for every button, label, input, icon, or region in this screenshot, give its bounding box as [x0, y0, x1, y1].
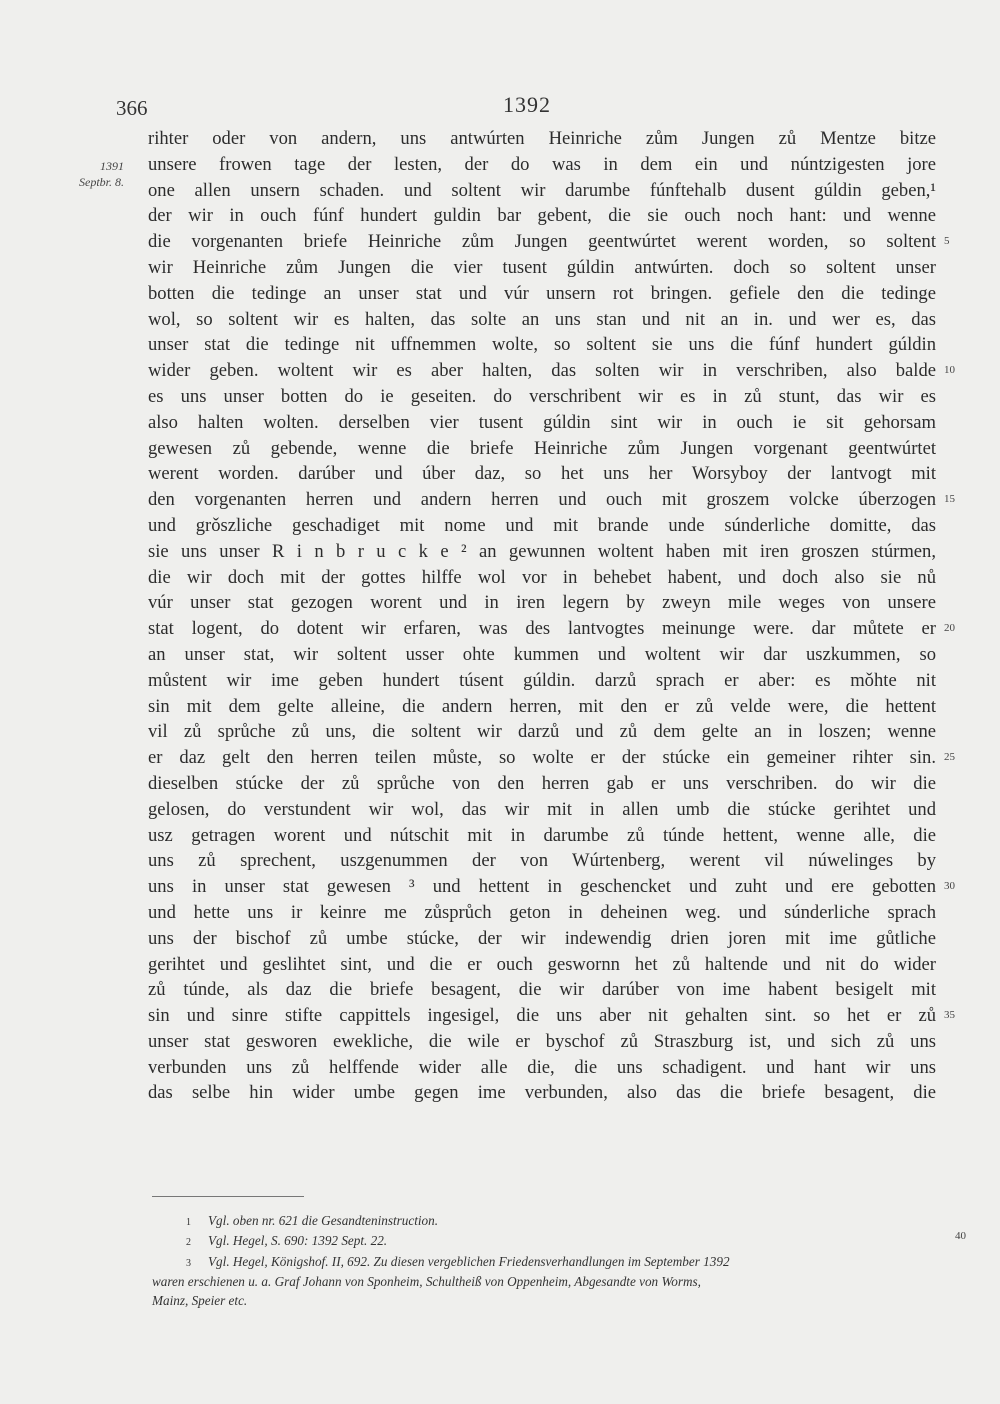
footnote — [152, 1253, 947, 1273]
body-text — [148, 126, 936, 1106]
text-line: vúr unser stat gezogen worent und in iren legern by zweyn mile weges von unsere — [148, 592, 936, 614]
footnote-mark: 3 — [186, 1257, 191, 1269]
margin-note-year: 1391 — [100, 159, 124, 173]
line-number: 15 — [944, 493, 955, 506]
text-line: den vorgenanten herren und andern herren und ouch mit groszem volcke úberzogen — [148, 489, 936, 511]
footnote-mark: 1 — [186, 1217, 191, 1228]
footnote-mark: 2 — [186, 1237, 191, 1249]
text-line: das selbe hin wider umbe gegen ime verbunden, also das die briefe besagent, die — [148, 1082, 936, 1104]
text-line: an unser stat, wir soltent usser ohte kummen und woltent wir dar uszkummen, so — [148, 643, 936, 665]
text-line: sin und sinre stifte cappittels ingesigel, die uns aber nit gehalten sint. so het er zů — [148, 1005, 936, 1027]
text-line: also halten wolten. derselben vier tusent gúldin sint wir in ouch ie sit gehorsam — [148, 411, 936, 433]
text-line: unser stat die tedinge nit uffnemmen wolte, so soltent sie uns die fúnf hundert gúldin — [148, 334, 936, 356]
text-line: sin mit dem gelte alleine, die andern herren, mit den er zů velde were, die hettent — [148, 695, 936, 717]
text-line: můstent wir ime geben hundert túsent gúldin. darzů sprach er aber: es mǒhte nit — [148, 669, 936, 691]
text-line: die wir doch mit der gottes hilffe wol vor in behebet habent, und doch also sie nů — [148, 566, 936, 588]
page-number: 366 — [116, 96, 148, 120]
text-line: uns in unser stat gewesen ³ und hettent in geschencket und zuht und ere gebotten — [148, 876, 936, 898]
margin-date-note — [52, 158, 124, 190]
footnote — [152, 1212, 947, 1232]
footnote-divider — [152, 1196, 304, 1197]
text-line: wir Heinriche zům Jungen die vier tusent gúldin antwúrten. doch so soltent unser — [148, 256, 936, 278]
footnote — [152, 1232, 947, 1252]
footnote — [152, 1292, 947, 1310]
text-line: wider geben. woltent wir es aber halten, das solten wir in verschriben, also balde — [148, 360, 936, 382]
text-line: gelosen, do verstundent wir wol, das wir mit in allen umb die stúcke gerihtet und — [148, 798, 936, 820]
footnote — [152, 1273, 947, 1291]
text-line: wol, so soltent wir es halten, das solte an uns stan und nit an in. und wer es, das — [148, 308, 936, 330]
footnote-text: waren erschienen u. a. Graf Johann von Sponheim, Schultheiß von Oppenheim, Abgesandte von Worms, — [152, 1274, 701, 1290]
footnote-text: Vgl. Hegel, Königshof. II, 692. Zu diesen vergeblichen Friedensverhandlungen im September 1392 — [208, 1253, 730, 1269]
text-line: rihter oder von andern, uns antwúrten Heinriche zům Jungen zů Mentze bitze — [148, 128, 936, 149]
line-number: 30 — [944, 880, 955, 893]
text-line: unsere frowen tage der lesten, der do was in dem ein und núntzigesten jore — [148, 153, 936, 175]
text-line: verbunden uns zů helffende wider alle die, die uns schadigent. und hant wir uns — [148, 1056, 936, 1078]
footnotes — [152, 1212, 947, 1310]
footnote-text: Vgl. Hegel, S. 690: 1392 Sept. 22. — [208, 1233, 388, 1249]
running-header-year: 1392 — [503, 92, 551, 117]
margin-note-date: Septbr. 8. — [79, 175, 124, 189]
text-line: sie uns unser R i n b r u c k e ² an gewunnen woltent haben mit iren groszen stúrmen, — [148, 540, 936, 562]
text-line: der wir in ouch fúnf hundert guldin bar gebent, die sie ouch noch hant: und wenne — [148, 205, 936, 227]
line-number: 35 — [944, 1009, 955, 1022]
text-line: er daz gelt den herren teilen můste, so wolte er der stúcke ein gemeiner rihter sin. — [148, 747, 936, 769]
text-line: stat logent, do dotent wir erfaren, was des lantvogtes meinunge were. dar můtete er — [148, 618, 936, 640]
text-line: usz getragen worent und nútschit mit in darumbe zů túnde hettent, wenne alle, die — [148, 824, 936, 846]
text-line: werent worden. darúber und úber daz, so het uns her Worsyboy der lantvogt mit — [148, 463, 936, 485]
text-line: die vorgenanten briefe Heinriche zům Jungen geentwúrtet werent worden, so soltent — [148, 231, 936, 253]
text-line: botten die tedinge an unser stat und vúr unsern rot bringen. gefiele den die tedinge — [148, 282, 936, 304]
line-number-40: 40 — [955, 1230, 966, 1242]
text-line: uns der bischof zů umbe stúcke, der wir indewendig drien joren mit ime gůtliche — [148, 927, 936, 949]
text-line: gerihtet und geslihtet sint, und die er ouch geswornn het zů haltende und nit do wider — [148, 953, 936, 975]
line-number: 5 — [944, 235, 950, 248]
text-line: zů túnde, als daz die briefe besagent, die wir darúber von ime habent besigelt mit — [148, 979, 936, 1001]
text-line: vil zů sprůche zů uns, die soltent wir darzů und zů dem gelte an in loszen; wenne — [148, 721, 936, 743]
text-line: und hette uns ir keinre me zůsprůch geton in deheinen weg. und súnderliche sprach — [148, 901, 936, 923]
text-line: es uns unser botten do ie geseiten. do verschribent wir es in zů stunt, das wir es — [148, 385, 936, 407]
text-line: unser stat gesworen ewekliche, die wile er byschof zů Straszburg ist, und sich zů uns — [148, 1030, 936, 1052]
line-number: 20 — [944, 622, 955, 635]
text-line: uns zů sprechent, uszgenummen der von Wúrtenberg, werent vil núwelinges by — [148, 850, 936, 872]
text-line: dieselben stúcke der zů sprůche von den herren gab er uns verschriben. do wir die — [148, 772, 936, 794]
line-number: 25 — [944, 751, 955, 764]
text-line: gewesen zů gebende, wenne die briefe Heinriche zům Jungen vorgenant geentwúrtet — [148, 437, 936, 459]
footnote-text: Vgl. oben nr. 621 die Gesandteninstruction. — [208, 1213, 439, 1228]
text-line: und grǒszliche geschadiget mit nome und mit brande unde súnderliche domitte, das — [148, 514, 936, 536]
footnote-text: Mainz, Speier etc. — [152, 1292, 248, 1308]
line-number: 10 — [944, 364, 955, 377]
text-line: one allen unsern schaden. und soltent wir darumbe fúnftehalb dusent gúldin geben,¹ — [148, 179, 936, 201]
